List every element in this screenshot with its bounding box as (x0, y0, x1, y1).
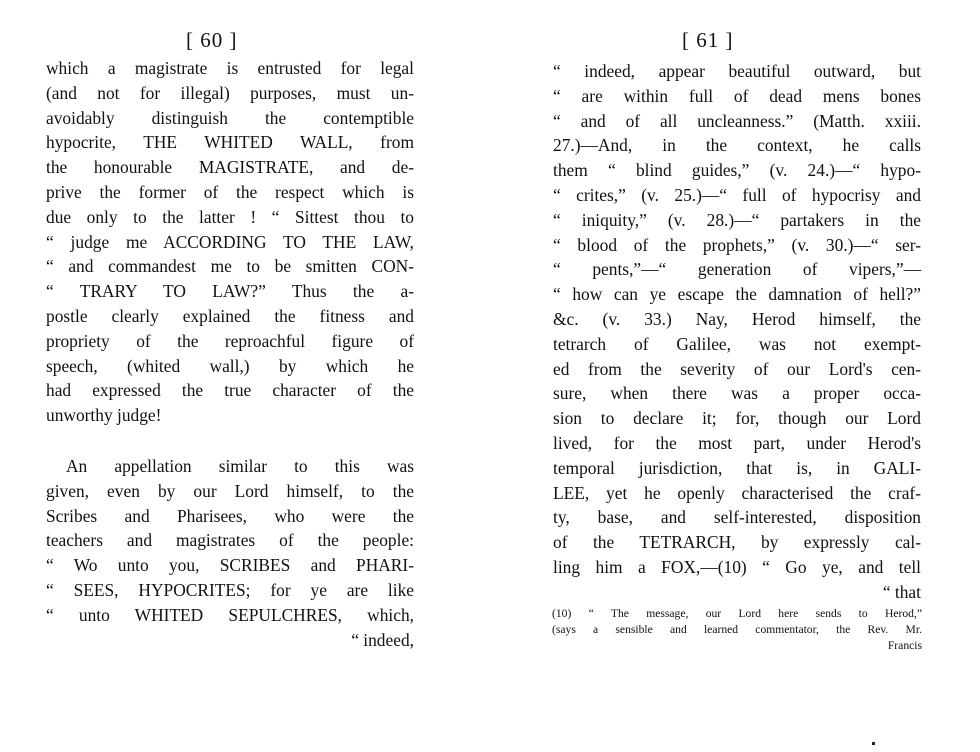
text-line: ty, base, and self-interested, disposition (553, 507, 921, 528)
text-line: had expressed the true character of the (46, 380, 414, 401)
text-line: tetrarch of Galilee, was not exempt- (553, 333, 921, 354)
footnote-line: (says a sensible and learned commentator, the Rev. Mr. (552, 623, 922, 636)
right-page (490, 0, 980, 752)
text-line: postle clearly explained the fitness and (46, 305, 414, 326)
text-line: unworthy judge! (46, 405, 162, 426)
text-line: speech, (whited wall,) by which he (46, 355, 414, 376)
text-line: “ are within full of dead mens bones (553, 85, 921, 106)
body-text (553, 59, 921, 605)
text-line: “ and commandest me to be smitten CON- (46, 256, 414, 277)
text-line: the honourable MAGISTRATE, and de- (46, 157, 414, 178)
text-line: “ crites,” (v. 25.)—“ full of hypocrisy and (553, 184, 921, 205)
text-line: which a magistrate is entrusted for legal (46, 58, 414, 78)
text-line: (and not for illegal) purposes, must un- (46, 82, 414, 103)
text-line: teachers and magistrates of the people: (46, 530, 414, 551)
text-line: “ TRARY TO LAW?” Thus the a- (46, 281, 414, 302)
text-line: lived, for the most part, under Herod's (553, 432, 921, 453)
text-line: prive the former of the respect which is (46, 181, 414, 202)
body-text (46, 56, 414, 652)
text-line: due only to the latter ! “ Sittest thou to (46, 206, 414, 227)
footnote-catchword: Francis (887, 639, 922, 652)
text-line: hypocrite, THE WHITED WALL, from (46, 132, 414, 153)
text-line: LEE, yet he openly characterised the craf- (553, 482, 921, 503)
text-line: &c. (v. 33.) Nay, Herod himself, the (553, 308, 921, 329)
text-line: “ blood of the prophets,” (v. 30.)—“ ser- (553, 234, 921, 255)
text-line: sure, when there was a proper occa- (553, 383, 921, 404)
text-line: “ iniquity,” (v. 28.)—“ partakers in the (553, 209, 921, 230)
text-line: temporal jurisdiction, that is, in GALI- (553, 457, 921, 478)
text-line: “ SEES, HYPOCRITES; for ye are like (46, 579, 414, 600)
text-line: ling him a FOX,—(10) “ Go ye, and tell (553, 556, 921, 577)
text-line: propriety of the reproachful figure of (46, 330, 414, 351)
text-line: sion to declare it; for, though our Lord (553, 408, 921, 429)
text-line: “ indeed, appear beautiful outward, but (553, 61, 921, 81)
text-line: “ how can ye escape the damnation of hell?” (553, 284, 921, 305)
text-line: Scribes and Pharisees, who were the (46, 505, 414, 526)
text-line: 27.)—And, in the context, he calls (553, 135, 921, 156)
footnote (552, 606, 922, 654)
text-line: of the TETRARCH, by expressly cal- (553, 532, 921, 553)
catchword: “ that (882, 581, 921, 602)
page-number: [ 61 ] (682, 28, 734, 52)
text-line: “ unto WHITED SEPULCHRES, which, (46, 604, 414, 625)
text-line: given, even by our Lord himself, to the (46, 480, 414, 501)
text-line: “ Wo unto you, SCRIBES and PHARI- (46, 555, 414, 576)
text-line: “ judge me ACCORDING TO THE LAW, (46, 231, 414, 252)
text-line: ed from the severity of our Lord's cen- (553, 358, 921, 379)
text-line: avoidably distinguish the contemptible (46, 107, 414, 128)
text-line: “ and of all uncleanness.” (Matth. xxiii. (553, 110, 921, 131)
ink-mark (872, 742, 875, 745)
page-number: [ 60 ] (186, 28, 238, 52)
text-line: them “ blind guides,” (v. 24.)—“ hypo- (553, 160, 921, 181)
text-line: An appellation similar to this was (66, 455, 414, 476)
footnote-line: (10) “ The message, our Lord here sends to Herod,” (552, 607, 922, 620)
text-line: “ pents,”—“ generation of vipers,”— (553, 259, 921, 280)
catchword: “ indeed, (351, 629, 414, 650)
